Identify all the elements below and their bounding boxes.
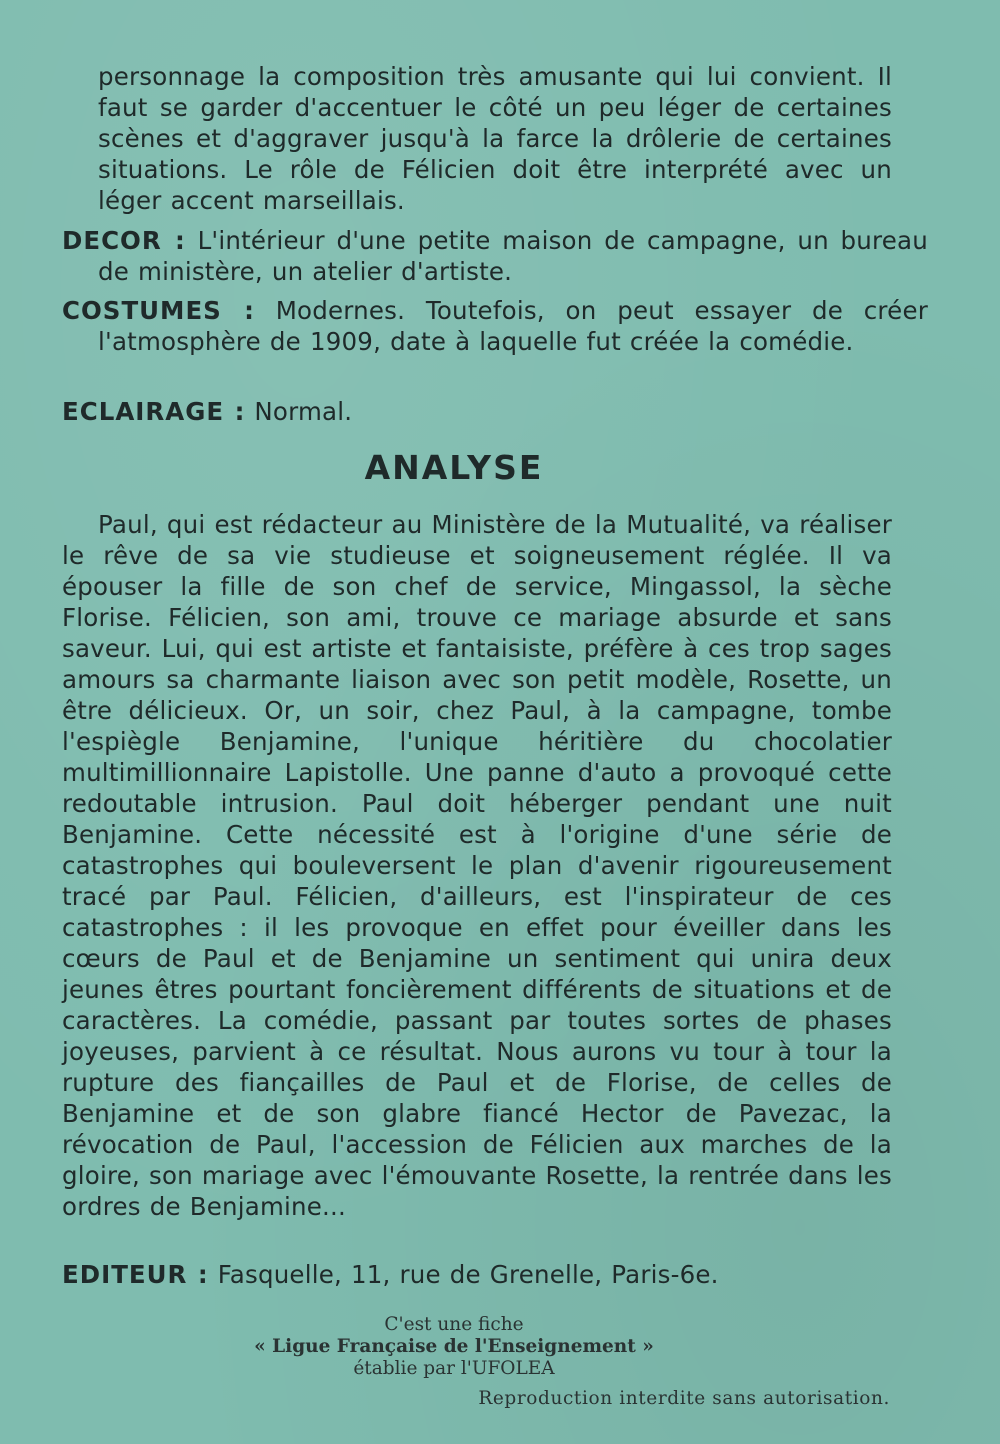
costumes-text: Modernes. Toutefois, on peut essayer de créer l'atmosphère de 1909, date à laquelle fut créée la comédie. xyxy=(98,296,928,356)
eclairage-label: ECLAIRAGE : xyxy=(62,397,246,426)
footer-league-name: « Ligue Française de l'Enseignement » xyxy=(254,1336,654,1357)
eclairage-entry xyxy=(62,396,928,427)
editeur-entry xyxy=(62,1259,928,1290)
costumes-entry xyxy=(62,295,928,357)
decor-text: L'intérieur d'une petite maison de campagne, un bureau de ministère, un atelier d'artiste. xyxy=(98,226,928,286)
eclairage-text: Normal. xyxy=(254,397,353,426)
decor-label: DECOR : xyxy=(62,226,186,255)
analyse-paragraph: Paul, qui est rédacteur au Ministère de la Mutualité, va réaliser le rêve de sa vie studieuse et soigneusement réglée. Il va épouser la fille de son chef de service, Mingassol, la sèche Florise. Félicien, son ami, trouve ce mariage absurde et sans saveur. Lui, qui est artiste et fantaisiste, préfère à ces trop sages amours sa charmante liaison avec son petit modèle, Rosette, un être délicieux. Or, un soir, chez Paul, à la campagne, tombe l'espiègle Benjamine, l'unique héritière du chocolatier multimillionnaire Lapistolle. Une panne d'auto a provoqué cette redoutable intrusion. Paul doit héberger pendant une nuit Benjamine. Cette nécessité est à l'origine d'une série de catastrophes qui bouleversent le plan d'avenir rigoureusement tracé par Paul. Félicien, d'ailleurs, est l'inspirateur de ces catastrophes : il les provoque en effet pour éveiller dans les cœurs de Paul et de Benjamine un sentiment qui unira deux jeunes êtres pourtant foncièrement différents de situations et de caractères. La comédie, passant par toutes sortes de phases joyeuses, parvient à ce résultat. Nous aurons vu tour à tour la rupture des fiançailles de Paul et de Florise, de celles de Benjamine et de son glabre fiancé Hector de Pavezac, la révocation de Paul, l'accession de Félicien aux marches de la gloire, son mariage avec l'émouvante Rosette, la rentrée dans les ordres de Benjamine... xyxy=(62,510,892,1221)
decor-entry xyxy=(62,225,928,287)
footer-line-3: établie par l'UFOLEA xyxy=(353,1358,555,1379)
continuation-paragraph: personnage la composition très amusante qui lui convient. Il faut se garder d'accentuer le côté un peu léger de certaines scènes et d'aggraver jusqu'à la farce la drôlerie de certaines situations. Le rôle de Félicien doit être interprété avec un léger accent marseillais. xyxy=(98,62,892,215)
footer-line-1: C'est une fiche xyxy=(384,1314,524,1335)
editeur-label: EDITEUR : xyxy=(62,1260,209,1289)
editeur-text: Fasquelle, 11, rue de Grenelle, Paris-6e. xyxy=(217,1260,719,1289)
analyse-heading: ANALYSE xyxy=(364,448,544,487)
footer-reproduction-notice: Reproduction interdite sans autorisation. xyxy=(478,1388,890,1409)
costumes-label: COSTUMES : xyxy=(62,296,255,325)
